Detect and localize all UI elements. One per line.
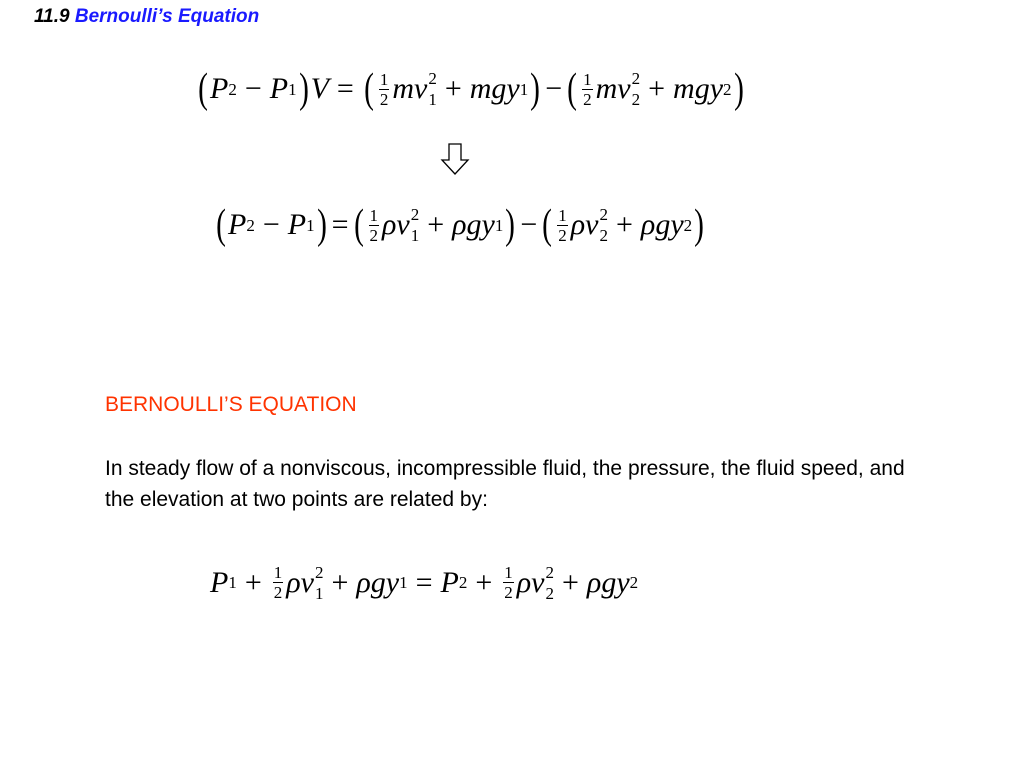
bernoulli-description: In steady flow of a nonviscous, incompressible fluid, the pressure, the fluid speed, and the elevation at two points are related by: (105, 457, 905, 511)
equation-pressure-density: ( P 2 − P 1 ) = ( $\frac{1}{2}$ ρv 2 1 + ρgy 1 ) − ( $\frac{1}{2}$ ρv 2 2 + ρgy 2 ) (216, 202, 705, 248)
down-arrow-icon (440, 142, 470, 176)
slide-title (34, 6, 259, 28)
equation-work-energy: ( P 2 − P 1 ) V = ( $\frac{1}{2}$ mv 2 1 + mgy 1 ) − ( $\frac{1}{2}$ mv 2 2 + mgy 2 ) (198, 66, 744, 112)
section-title: Bernoulli’s Equation (74, 6, 260, 27)
section-number: 11.9 (34, 6, 70, 27)
equation-bernoulli: P 1 + $\frac{1}{2}$ ρv 2 1 + ρgy 1 = P 2 + $\frac{1}{2}$ ρv 2 2 + ρgy 2 (210, 562, 639, 603)
bernoulli-heading: BERNOULLI’S EQUATION (105, 393, 357, 416)
